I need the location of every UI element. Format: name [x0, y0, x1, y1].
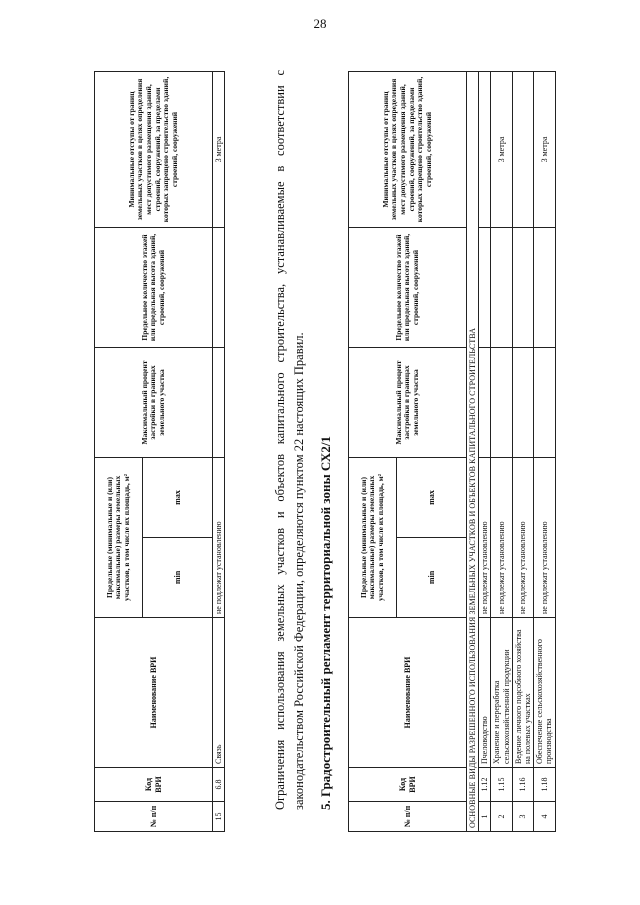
restrictions-paragraph: Ограничения использования земельных участков и объектов капитального строительства, устанавливаемые в соответствии с законодательством Российской Федерации, определяются пунктом 22 настоящих Правил.: [272, 70, 306, 810]
col-header-min: min: [143, 538, 213, 618]
row-setback: 3 метра: [534, 71, 555, 227]
row-floors: [479, 227, 491, 347]
col-header-floors: Предельное количество этажей или предельная высота зданий, строений, сооружений: [349, 227, 467, 347]
row-no: 15: [213, 802, 225, 832]
row-no: 2: [491, 802, 512, 832]
col-header-no: № п/п: [95, 802, 213, 832]
row-build: [491, 347, 512, 457]
row-code: 1.18: [534, 768, 555, 802]
col-header-plot-size: Предельные (минимальные и (или) максимальные) размеры земельных участков, в том числе их площадь, м²: [95, 457, 143, 617]
col-header-setbacks: Минимальные отступы от границ земельных участков в целях определения мест допустимого размещения зданий, строений, сооружений, за пределами которых запрещено строительство зданий, строений, сооружений: [349, 71, 467, 227]
col-header-max: max: [397, 457, 467, 537]
row-plot: не подлежат установлению: [479, 457, 491, 617]
table-row: [512, 71, 533, 831]
row-name: Связь: [213, 618, 225, 768]
col-header-no: № п/п: [349, 802, 467, 832]
row-build: [479, 347, 491, 457]
row-setback: [479, 71, 491, 227]
col-header-code: Код ВРИ: [95, 768, 213, 802]
row-no: 1: [479, 802, 491, 832]
row-name: Обеспечение сельскохозяйственного производства: [534, 618, 555, 768]
col-header-name: Наименование ВРИ: [95, 618, 213, 768]
col-header-setbacks: Минимальные отступы от границ земельных участков в целях определения мест допустимого размещения зданий, строений, сооружений, за пределами которых запрещено строительство зданий, строений, сооружений: [95, 71, 213, 227]
row-name: Ведение личного подсобного хозяйства на полевых участках: [512, 618, 533, 768]
row-plot: не подлежат установлению: [491, 457, 512, 617]
row-setback: [512, 71, 533, 227]
col-header-floors: Предельное количество этажей или предельная высота зданий, строений, сооружений: [95, 227, 213, 347]
row-setback: 3 метра: [213, 71, 225, 227]
row-floors: [213, 227, 225, 347]
col-header-build-percent: Максимальный процент застройки в границах земельного участка: [95, 347, 213, 457]
section-title-row: [467, 71, 479, 831]
table-row: [479, 71, 491, 831]
row-build: [213, 347, 225, 457]
landscape-page: [70, 50, 570, 850]
row-code: 1.16: [512, 768, 533, 802]
col-header-name: Наименование ВРИ: [349, 618, 467, 768]
row-build: [534, 347, 555, 457]
row-no: 3: [512, 802, 533, 832]
col-header-min: min: [397, 538, 467, 618]
page-number: 28: [313, 16, 327, 31]
row-code: 6.8: [213, 768, 225, 802]
row-floors: [512, 227, 533, 347]
row-plot: не подлежат установлению: [534, 457, 555, 617]
row-floors: [534, 227, 555, 347]
table-row: [534, 71, 555, 831]
section-heading: 5. Градостроительный регламент территориальной зоны СХ2/1: [318, 436, 333, 810]
regulation-table-sx2: [348, 71, 556, 832]
row-floors: [491, 227, 512, 347]
row-code: 1.12: [479, 768, 491, 802]
table-row: [213, 71, 225, 831]
row-plot: не подлежат установлению: [213, 457, 225, 617]
table-row: [491, 71, 512, 831]
col-header-max: max: [143, 457, 213, 537]
row-setback: 3 метра: [491, 71, 512, 227]
col-header-code: Код ВРИ: [349, 768, 467, 802]
row-no: 4: [534, 802, 555, 832]
regulation-table-continued: [94, 71, 225, 832]
section-title: ОСНОВНЫЕ ВИДЫ РАЗРЕШЕННОГО ИСПОЛЬЗОВАНИЯ ЗЕМЕЛЬНЫХ УЧАСТКОВ И ОБЪЕКТОВ КАПИТАЛЬНОГО СТРОИТЕЛЬСТВА: [467, 71, 479, 831]
col-header-build-percent: Максимальный процент застройки в границах земельного участка: [349, 347, 467, 457]
row-plot: не подлежат установлению: [512, 457, 533, 617]
col-header-plot-size: Предельные (минимальные и (или) максимальные) размеры земельных участков, в том числе их площадь, м²: [349, 457, 397, 617]
row-name: Пчеловодство: [479, 618, 491, 768]
row-code: 1.15: [491, 768, 512, 802]
row-name: Хранение и переработка сельскохозяйственной продукции: [491, 618, 512, 768]
row-build: [512, 347, 533, 457]
